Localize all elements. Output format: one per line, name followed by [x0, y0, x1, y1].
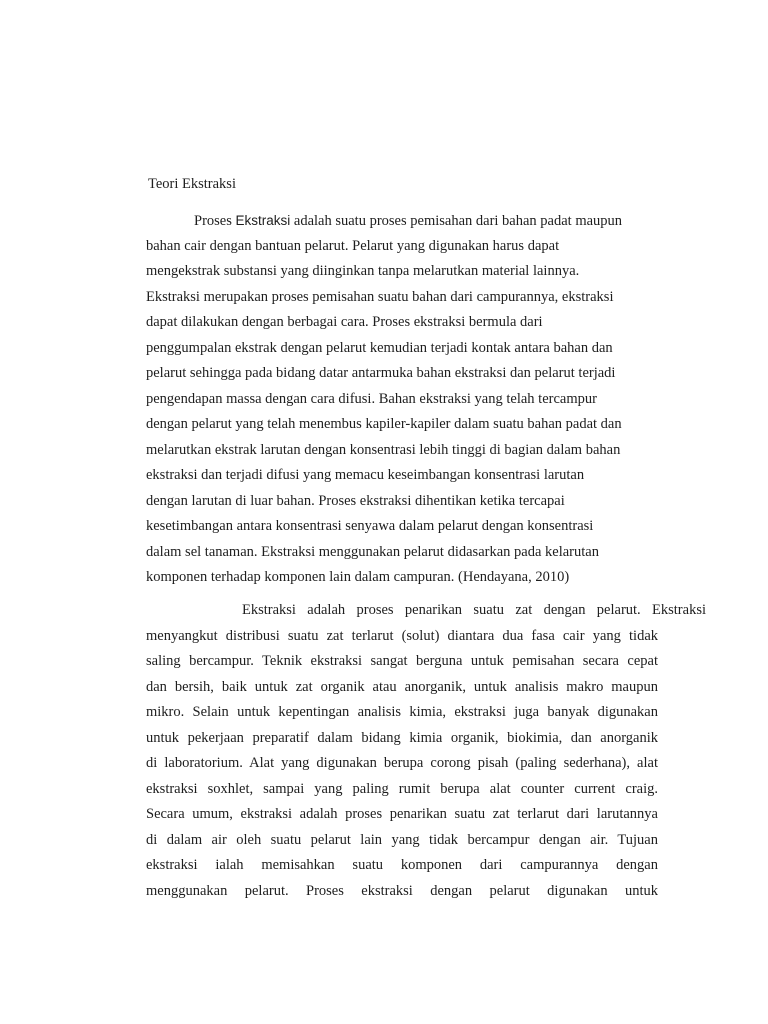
paragraph-2-line: ekstraksi ialah memisahkan suatu komponen dari campurannya dengan — [146, 857, 658, 873]
paragraph-2-line: di dalam air oleh suatu pelarut lain yang tidak bercampur dengan air. Tujuan — [146, 831, 658, 848]
paragraph-1-line: dengan pelarut yang telah menembus kapiler-kapiler dalam suatu bahan padat dan — [146, 416, 622, 432]
paragraph-1-line: bahan cair dengan bantuan pelarut. Pelarut yang digunakan harus dapat — [146, 237, 560, 254]
paragraph-1-line-1 — [146, 208, 658, 234]
paragraph-1-line: melarutkan ekstrak larutan dengan konsentrasi lebih tinggi di bagian dalam bahan — [146, 441, 621, 458]
paragraph-1-line: kesetimbangan antara konsentrasi senyawa dalam pelarut dengan konsentrasi — [146, 518, 594, 534]
paragraph-1-line: dengan larutan di luar bahan. Proses ekstraksi dihentikan ketika tercapai — [146, 492, 565, 509]
paragraph-1-line: mengekstrak substansi yang diinginkan tanpa melarutkan material lainnya. — [146, 263, 580, 279]
paragraph-2-line: mikro. Selain untuk kepentingan analisis kimia, ekstraksi juga banyak digunakan — [146, 704, 658, 720]
paragraph-1-line: ekstraksi dan terjadi difusi yang memacu keseimbangan konsentrasi larutan — [146, 467, 585, 483]
paragraph-1-line: penggumpalan ekstrak dengan pelarut kemudian terjadi kontak antara bahan dan — [146, 339, 613, 356]
paragraph-2-line: dan bersih, baik untuk zat organik atau anorganik, untuk analisis makro maupun — [146, 678, 658, 695]
paragraph-2-line: di laboratorium. Alat yang digunakan berupa corong pisah (paling sederhana), alat — [146, 755, 658, 771]
paragraph-1-line: pelarut sehingga pada bidang datar antarmuka bahan ekstraksi dan pelarut terjadi — [146, 365, 616, 381]
paragraph-1-line: komponen terhadap komponen lain dalam campuran. (Hendayana, 2010) — [146, 569, 570, 585]
term-ekstraksi: Ekstraksi — [235, 213, 291, 228]
line-suffix: adalah suatu proses pemisahan dari bahan padat maupun — [290, 213, 623, 229]
document-title: Teori Ekstraksi — [148, 176, 236, 192]
paragraph-2 — [146, 598, 706, 904]
line-prefix: Proses — [194, 213, 236, 229]
paragraph-1-line: pengendapan massa dengan cara difusi. Bahan ekstraksi yang telah tercampur — [146, 390, 597, 407]
paragraph-2-line: saling bercampur. Teknik ekstraksi sangat berguna untuk pemisahan secara cepat — [146, 653, 658, 669]
paragraph-1-line: dapat dilakukan dengan berbagai cara. Proses ekstraksi bermula dari — [146, 314, 543, 330]
paragraph-2-line: menyangkut distribusi suatu zat terlarut (solut) diantara dua fasa cair yang tidak — [146, 627, 658, 644]
paragraph-1 — [146, 208, 658, 591]
paragraph-2-line: ekstraksi soxhlet, sampai yang paling rumit berupa alat counter current craig. — [146, 780, 658, 797]
paragraph-1-line: Ekstraksi merupakan proses pemisahan suatu bahan dari campurannya, ekstraksi — [146, 288, 614, 305]
paragraph-2-line: Secara umum, ekstraksi adalah proses penarikan suatu zat terlarut dari larutannya — [146, 806, 658, 822]
paragraph-2-line: menggunakan pelarut. Proses ekstraksi dengan pelarut digunakan untuk — [146, 882, 658, 899]
paragraph-2-line: untuk pekerjaan preparatif dalam bidang kimia organik, biokimia, dan anorganik — [146, 729, 658, 746]
paragraph-2-line: Ekstraksi adalah proses penarikan suatu zat dengan pelarut. Ekstraksi — [242, 602, 706, 618]
paragraph-1-line: dalam sel tanaman. Ekstraksi menggunakan pelarut didasarkan pada kelarutan — [146, 543, 599, 560]
